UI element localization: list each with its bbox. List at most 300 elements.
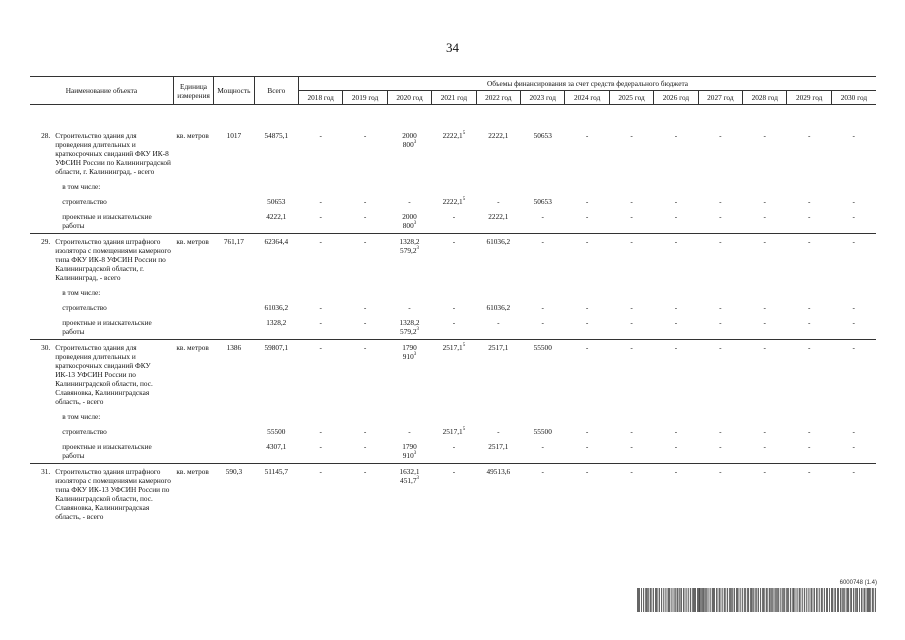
barcode-bar: [737, 588, 738, 612]
capacity-cell: [214, 424, 254, 439]
barcode-bar: [709, 588, 710, 612]
value-text: -: [852, 197, 855, 206]
barcode-bar: [721, 588, 722, 612]
object-name: Строительство здания для проведения длительных и краткосрочных свиданий ФКУ ИК-13 УФСИН России по Калининградской области, пос. Славяновка, Калининградская область, - всего: [54, 340, 173, 410]
year-value-12: [831, 234, 876, 286]
value-text: -: [630, 303, 633, 312]
capacity-cell: 1017: [226, 131, 242, 140]
footnote-mark: 3: [416, 246, 419, 251]
value-text: 2222,1: [488, 212, 509, 221]
year-value-8: [654, 209, 698, 234]
barcode-bar: [641, 588, 642, 612]
total-cell: 4307,1: [266, 442, 287, 451]
year-value-0: [299, 194, 343, 209]
row-number: 29.: [30, 234, 54, 286]
barcode-bar: [639, 588, 640, 612]
barcode-bar: [776, 588, 777, 612]
year-value-3: [432, 315, 476, 340]
year-value-5: [521, 105, 565, 180]
value-text: -: [852, 131, 855, 140]
barcode-bar: [869, 588, 870, 612]
year-value-1: [343, 439, 387, 464]
year-value-7: [609, 105, 653, 180]
header-unit: Единица измерения: [173, 77, 213, 105]
footnote-mark: 5: [462, 427, 466, 432]
value-line: $910^3$: [402, 352, 417, 361]
year-value-2: [387, 194, 431, 209]
value-text: -: [585, 237, 589, 246]
object-row: [30, 464, 876, 525]
barcode-bar: [788, 588, 789, 612]
year-value-1: [343, 300, 387, 315]
barcode-bar: [796, 588, 797, 612]
barcode-bar: [799, 588, 800, 612]
year-value-10: [743, 315, 787, 340]
barcode-bar: [842, 588, 843, 612]
barcode-bar: [778, 588, 779, 612]
barcode-bar: [707, 588, 708, 612]
row-number-cell: [30, 409, 54, 424]
year-value-5: [521, 315, 565, 340]
value-text: -: [363, 427, 367, 436]
subtotal-label-row: [30, 179, 876, 194]
barcode-bar: [652, 588, 653, 612]
unit-cell: кв. метров: [176, 131, 209, 140]
header-year-12: 2030 год: [831, 91, 876, 105]
value-text: -: [674, 318, 678, 327]
value-text: 61036,2: [486, 237, 511, 246]
value-line: 579,2$^3$: [400, 246, 419, 255]
year-value-6: [565, 340, 609, 410]
year-value-11: [787, 464, 831, 525]
year-value-9: [698, 234, 742, 286]
year-value-6: [565, 209, 609, 234]
year-value-3: [432, 234, 476, 286]
year-value-8: [654, 194, 698, 209]
year-value-2: [387, 105, 431, 180]
barcode-bar: [659, 588, 660, 612]
footnote-mark: 3: [416, 476, 419, 481]
barcode-bar: [706, 588, 707, 612]
year-value-8: [654, 464, 698, 525]
row-number: [30, 439, 54, 464]
value-text: -: [630, 467, 633, 476]
barcode-bar: [771, 588, 772, 612]
year-value-4: [476, 194, 520, 209]
year-value-5: [521, 300, 565, 315]
barcode-bar: [874, 588, 875, 612]
value-text: -: [319, 212, 322, 221]
barcode-bar: [656, 588, 657, 612]
year-value-7: [609, 464, 653, 525]
barcode-bar: [650, 588, 651, 612]
year-value-9: [698, 464, 742, 525]
value-text: -: [852, 343, 855, 352]
object-name: строительство: [62, 427, 107, 436]
year-value-7: [609, 340, 653, 410]
year-value-9: [698, 439, 742, 464]
year-value-5: [521, 439, 565, 464]
barcode-bar: [729, 588, 730, 612]
year-value-7: [609, 439, 653, 464]
year-value-7: [609, 424, 653, 439]
year-value-12: [831, 209, 876, 234]
value-text: -: [363, 303, 367, 312]
barcode-bar: [863, 588, 864, 612]
barcode-bar: [773, 588, 774, 612]
barcode-bar: [739, 588, 740, 612]
barcode-bar: [846, 588, 847, 612]
value-text: -: [319, 131, 322, 140]
header-year-9: 2027 год: [698, 91, 742, 105]
barcode-bar: [727, 588, 728, 612]
value-text: -: [763, 197, 766, 206]
page-number: 34: [446, 40, 459, 55]
value-text: -: [363, 343, 367, 352]
unit-cell: [173, 300, 213, 315]
year-value-6: [565, 194, 609, 209]
value-text: -: [719, 212, 722, 221]
year-value-2: [387, 424, 431, 439]
year-value-3: [432, 105, 476, 180]
year-value-3: [432, 340, 476, 410]
value-text: -: [541, 442, 544, 451]
year-value-9: [698, 315, 742, 340]
barcode-bar: [742, 588, 743, 612]
year-value-2: [387, 315, 431, 340]
year-value-1: [343, 424, 387, 439]
barcode-bar: [730, 588, 731, 612]
barcode-label: 6000748 (1.4): [839, 580, 877, 586]
value-text: -: [674, 303, 678, 312]
year-value-10: [743, 424, 787, 439]
unit-cell: кв. метров: [173, 464, 213, 525]
value-line: 2000: [402, 212, 417, 221]
unit-cell: [173, 209, 213, 234]
barcode-bar: [734, 588, 735, 612]
value-text: -: [452, 442, 456, 451]
barcode-bar: [718, 588, 719, 612]
value-text: -: [585, 343, 589, 352]
barcode-bar: [661, 588, 662, 612]
value-text: -: [852, 237, 855, 246]
value-text: -: [763, 442, 766, 451]
row-number: 31.: [30, 464, 54, 525]
barcode-bar: [655, 588, 656, 612]
value-text: -: [541, 303, 544, 312]
header-year-4: 2022 год: [476, 91, 520, 105]
barcode-bar: [694, 588, 695, 612]
header-name: Наименование объекта: [30, 77, 173, 105]
barcode-bar: [723, 588, 724, 612]
value-text: -: [585, 303, 589, 312]
year-value-1: [343, 234, 387, 286]
year-value-11: [787, 234, 831, 286]
year-value-1: [343, 209, 387, 234]
year-value-6: [565, 424, 609, 439]
barcode-bar: [702, 588, 703, 612]
barcode-bar: [783, 588, 784, 612]
value-text: -: [807, 131, 811, 140]
value-text: -: [363, 131, 367, 140]
value-text: -: [807, 303, 811, 312]
year-value-8: [654, 105, 698, 180]
value-text: -: [807, 197, 811, 206]
barcode-bar: [847, 588, 848, 612]
year-value-0: [299, 209, 343, 234]
year-value-2: [387, 340, 431, 410]
year-value-10: [743, 234, 787, 286]
year-value-3: [432, 464, 476, 525]
value-text: 2222,1: [442, 197, 463, 206]
object-name: строительство: [62, 303, 107, 312]
year-value-9: [698, 194, 742, 209]
value-text: -: [319, 318, 322, 327]
object-name: Строительство здания штрафного изолятора с помещениями камерного типа ФКУ ИК-13 УФСИН России по Калининградской области, пос. Славяновка, Калининградская область, - всего: [54, 464, 173, 525]
barcode-bar: [811, 588, 812, 612]
barcode-bar: [679, 588, 680, 612]
value-text: -: [363, 212, 367, 221]
barcode-bar: [689, 588, 690, 612]
year-value-11: [787, 315, 831, 340]
value-text: -: [363, 237, 367, 246]
year-value-6: [565, 439, 609, 464]
barcode-bar: [856, 588, 857, 612]
barcode-bar: [772, 588, 773, 612]
unit-cell: [173, 439, 213, 464]
year-value-2: [387, 209, 431, 234]
barcode-bar: [777, 588, 778, 612]
year-value-10: [743, 105, 787, 180]
value-text: -: [585, 197, 589, 206]
value-text: -: [719, 318, 722, 327]
value-text: -: [719, 442, 722, 451]
year-value-0: [299, 340, 343, 410]
year-value-11: [787, 300, 831, 315]
barcode-bar: [745, 588, 746, 612]
sub-row: [30, 439, 876, 464]
object-name: проектные и изыскательские работы: [62, 318, 152, 336]
barcode-bar: [753, 588, 754, 612]
value-line: 1632,1: [399, 467, 420, 476]
year-value-8: [654, 424, 698, 439]
value-text: -: [541, 467, 544, 476]
row-number: 28.: [41, 131, 51, 140]
barcode-bar: [787, 588, 788, 612]
year-value-10: [743, 439, 787, 464]
value-text: -: [719, 197, 722, 206]
value-text: -: [852, 442, 855, 451]
value-text: -: [674, 343, 678, 352]
value-text: -: [852, 303, 855, 312]
barcode-bar: [784, 588, 785, 612]
barcode-bar: [832, 588, 833, 612]
year-value-6: [565, 105, 609, 180]
value-text: -: [807, 212, 811, 221]
row-number: [30, 424, 54, 439]
value-text: -: [630, 427, 633, 436]
barcode-bar: [756, 588, 757, 612]
row-number-cell: [30, 179, 54, 194]
barcode-bar: [775, 588, 776, 612]
barcode-bar: [786, 588, 787, 612]
value-text: -: [630, 442, 633, 451]
barcode-bar: [714, 588, 715, 612]
barcode-bar: [798, 588, 799, 612]
barcode-bar: [760, 588, 761, 612]
year-value-4: [476, 315, 520, 340]
barcode-bar: [658, 588, 659, 612]
barcode-bar: [733, 588, 734, 612]
sub-row: [30, 194, 876, 209]
barcode-bar: [838, 588, 839, 612]
year-value-6: [565, 234, 609, 286]
year-value-5: [521, 209, 565, 234]
barcode-bar: [859, 588, 860, 612]
barcode-bar: [826, 588, 827, 612]
value-text: -: [319, 427, 322, 436]
row-label: в том числе:: [62, 412, 101, 421]
barcode-bar: [765, 588, 766, 612]
year-value-4: [476, 464, 520, 525]
total-cell: 61036,2: [264, 303, 289, 312]
year-value-1: [343, 194, 387, 209]
year-value-9: [698, 300, 742, 315]
barcode-bar: [875, 588, 876, 612]
footnote-mark: 5: [462, 197, 466, 202]
value-text: -: [719, 467, 722, 476]
year-value-10: [743, 464, 787, 525]
value-text: -: [807, 442, 811, 451]
value-text: -: [319, 197, 322, 206]
unit-cell: кв. метров: [173, 340, 213, 410]
year-value-4: [476, 300, 520, 315]
object-name: Строительство здания для проведения длительных и краткосрочных свиданий ФКУ ИК-8 УФСИН России по Калининградской области, г. Калининград, - всего: [55, 131, 171, 176]
header-total: Всего: [254, 77, 298, 105]
value-text: -: [585, 427, 589, 436]
year-value-8: [654, 234, 698, 286]
year-value-9: [698, 340, 742, 410]
barcode-bar: [643, 588, 644, 612]
footnote-mark: 5: [462, 343, 466, 348]
barcode-image: [637, 588, 877, 612]
barcode-bar: [648, 588, 649, 612]
barcode-bar: [821, 588, 822, 612]
footnote-mark: 3: [416, 327, 419, 332]
year-value-5: [521, 234, 565, 286]
barcode-bar: [705, 588, 706, 612]
value-text: 2517,1: [442, 427, 463, 436]
header-year-0: 2018 год: [299, 91, 343, 105]
value-text: 61036,2: [486, 303, 511, 312]
header-year-5: 2023 год: [521, 91, 565, 105]
value-text: -: [541, 318, 544, 327]
value-text: -: [630, 131, 633, 140]
year-value-11: [787, 209, 831, 234]
value-text: -: [319, 442, 322, 451]
value-text: -: [319, 467, 322, 476]
barcode-bar: [834, 588, 835, 612]
value-line: 1328,2: [399, 318, 420, 327]
barcode-block: [637, 580, 877, 612]
year-value-12: [831, 464, 876, 525]
value-text: -: [452, 237, 456, 246]
unit-cell: [173, 194, 213, 209]
barcode-bar: [872, 588, 873, 612]
year-value-0: [299, 464, 343, 525]
value-text: 55500: [533, 343, 552, 352]
year-value-1: [343, 315, 387, 340]
barcode-bar: [695, 588, 696, 612]
value-text: -: [674, 131, 678, 140]
barcode-bar: [736, 588, 737, 612]
barcode-bar: [692, 588, 693, 612]
value-text: -: [585, 212, 589, 221]
barcode-bar: [711, 588, 712, 612]
value-text: -: [585, 442, 589, 451]
barcode-bar: [804, 588, 805, 612]
value-text: -: [452, 467, 456, 476]
value-text: -: [497, 318, 500, 327]
value-text: -: [363, 467, 367, 476]
value-text: -: [630, 197, 633, 206]
object-row: [30, 105, 876, 180]
total-cell: 4222,1: [266, 212, 287, 221]
year-value-4: [476, 340, 520, 410]
value-text: -: [763, 343, 766, 352]
value-text: 2517,1: [442, 343, 463, 352]
object-name: Строительство здания штрафного изолятора с помещениями камерного типа ФКУ ИК-8 УФСИН России по Калининградской области, г. Калининград, - всего: [54, 234, 173, 286]
value-text: -: [585, 467, 589, 476]
value-text: 2222,1: [442, 131, 463, 140]
value-text: -: [807, 343, 811, 352]
capacity-cell: 1386: [214, 340, 254, 410]
header-year-3: 2021 год: [432, 91, 476, 105]
value-text: -: [319, 303, 322, 312]
value-text: -: [763, 237, 766, 246]
barcode-bar: [851, 588, 852, 612]
barcode-bar: [810, 588, 811, 612]
barcode-bar: [676, 588, 677, 612]
barcode-bar: [698, 588, 699, 612]
capacity-cell: [214, 194, 254, 209]
row-number: [30, 194, 54, 209]
value-text: -: [763, 467, 766, 476]
year-value-11: [787, 194, 831, 209]
value-text: -: [363, 197, 367, 206]
year-value-2: [387, 439, 431, 464]
header-year-11: 2029 год: [787, 91, 831, 105]
sub-row: [30, 315, 876, 340]
barcode-bar: [748, 588, 749, 612]
row-number: [30, 300, 54, 315]
barcode-bar: [803, 588, 804, 612]
barcode-bar: [871, 588, 872, 612]
year-value-5: [521, 194, 565, 209]
barcode-bar: [844, 588, 845, 612]
total-cell: 55500: [267, 427, 286, 436]
value-text: -: [719, 131, 722, 140]
value-text: -: [319, 237, 322, 246]
barcode-bar: [637, 588, 638, 612]
header-year-1: 2019 год: [343, 91, 387, 105]
header-year-8: 2026 год: [654, 91, 698, 105]
barcode-bar: [653, 588, 654, 612]
barcode-bar: [848, 588, 849, 612]
value-text: -: [452, 303, 456, 312]
value-text: -: [674, 237, 678, 246]
barcode-bar: [763, 588, 764, 612]
